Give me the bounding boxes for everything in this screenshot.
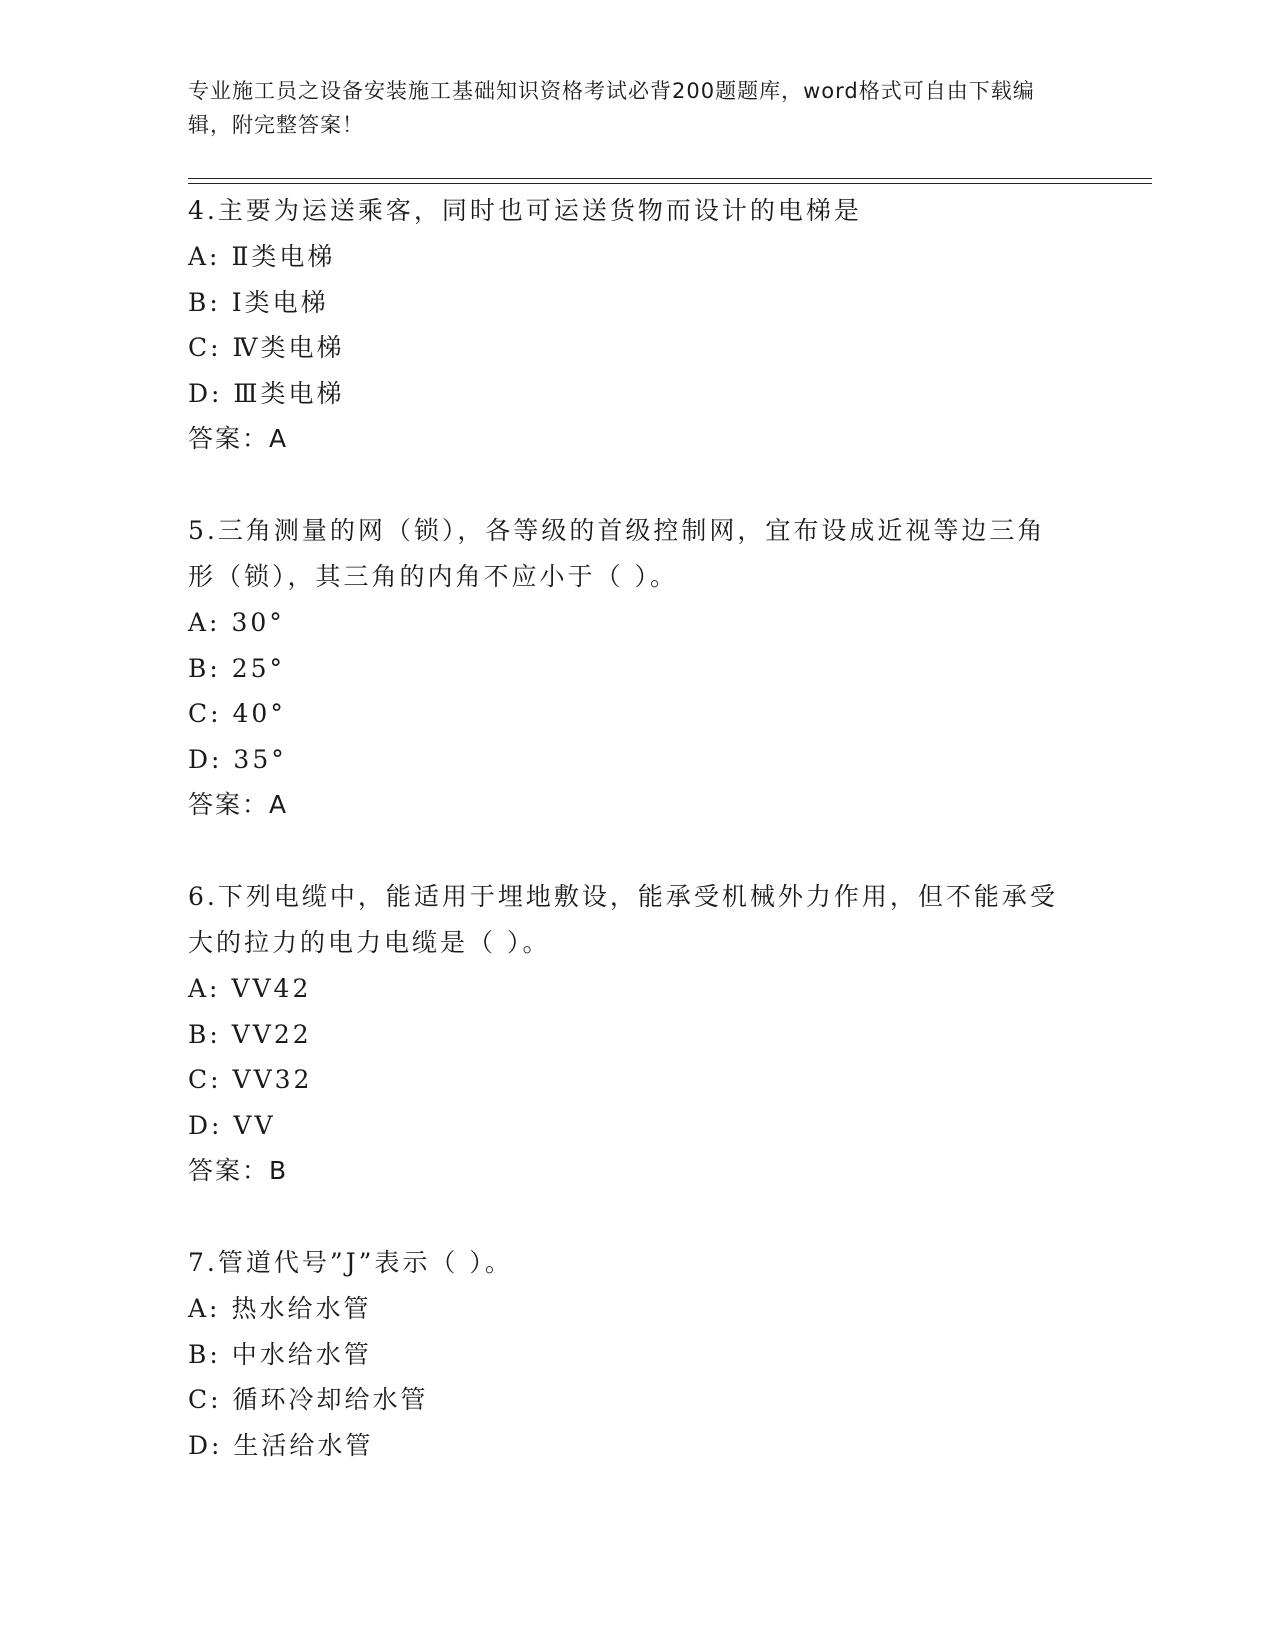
option-key: A: xyxy=(188,242,221,271)
option-d xyxy=(188,371,1068,417)
option-text: VV42 xyxy=(231,974,312,1003)
option-text: Ⅲ类电梯 xyxy=(233,378,345,408)
question-stem: 5.三角测量的网（锁），各等级的首级控制网，宜布设成近视等边三角形（锁），其三角的内角不应小于（ ）。 xyxy=(188,516,1046,591)
option-key: A: xyxy=(188,1294,221,1323)
option-b xyxy=(188,280,1068,326)
option-d xyxy=(188,1423,1068,1469)
option-a xyxy=(188,1286,1068,1332)
option-c xyxy=(188,1377,1068,1423)
header-divider-bottom xyxy=(188,183,1152,184)
question-6 xyxy=(188,874,1068,1194)
option-text: 热水给水管 xyxy=(231,1294,372,1323)
header-divider-top xyxy=(188,178,1152,179)
question-stem: 6.下列电缆中，能适用于埋地敷设，能承受机械外力作用，但不能承受大的拉力的电力电缆是（ ）。 xyxy=(188,882,1058,957)
option-text: Ⅳ类电梯 xyxy=(232,333,345,362)
answer-label: 答案： xyxy=(188,1156,270,1185)
option-b xyxy=(188,1012,1068,1058)
option-key: B: xyxy=(188,287,221,317)
answer-line xyxy=(188,1148,1068,1194)
option-d xyxy=(188,1103,1068,1149)
option-text: 35° xyxy=(233,744,287,774)
option-b xyxy=(188,1332,1068,1378)
option-text: 40° xyxy=(232,699,286,728)
option-key: B: xyxy=(188,1019,221,1049)
option-key: D: xyxy=(188,1430,223,1460)
option-text: 25° xyxy=(231,653,286,683)
option-a xyxy=(188,234,1068,280)
option-key: C: xyxy=(188,699,222,728)
option-key: B: xyxy=(188,1339,221,1369)
option-key: D: xyxy=(188,1110,223,1140)
question-stem: 7.管道代号”J”表示（ ）。 xyxy=(188,1248,513,1277)
option-text: 生活给水管 xyxy=(233,1430,374,1460)
question-list xyxy=(188,188,1068,1514)
option-d xyxy=(188,737,1068,783)
question-7 xyxy=(188,1240,1068,1468)
option-key: A: xyxy=(188,608,221,637)
option-text: VV32 xyxy=(232,1065,313,1094)
option-key: C: xyxy=(188,1385,222,1414)
option-a xyxy=(188,600,1068,646)
option-text: 中水给水管 xyxy=(231,1339,372,1369)
option-key: D: xyxy=(188,744,223,774)
answer-value: A xyxy=(269,424,289,453)
question-stem: 4.主要为运送乘客，同时也可运送货物而设计的电梯是 xyxy=(188,196,862,225)
question-4 xyxy=(188,188,1068,462)
option-text: VV xyxy=(233,1110,276,1140)
option-text: Ⅰ类电梯 xyxy=(231,287,329,317)
option-c xyxy=(188,325,1068,371)
option-text: VV22 xyxy=(231,1019,312,1049)
answer-line xyxy=(188,416,1068,462)
answer-label: 答案： xyxy=(188,424,270,453)
option-key: B: xyxy=(188,653,221,683)
option-key: D: xyxy=(188,378,223,408)
answer-label: 答案： xyxy=(188,790,270,819)
option-text: 30° xyxy=(231,608,285,637)
option-key: A: xyxy=(188,974,221,1003)
option-a xyxy=(188,966,1068,1012)
answer-value: A xyxy=(269,790,289,819)
option-b xyxy=(188,646,1068,692)
option-text: 循环冷却给水管 xyxy=(232,1385,429,1414)
option-text: Ⅱ类电梯 xyxy=(231,242,336,271)
option-key: C: xyxy=(188,333,222,362)
question-5 xyxy=(188,508,1068,828)
answer-value: B xyxy=(269,1156,289,1185)
option-key: C: xyxy=(188,1065,222,1094)
document-intro: 专业施工员之设备安装施工基础知识资格考试必背200题题库，word格式可自由下载编辑，附完整答案！ xyxy=(188,79,1035,137)
answer-line xyxy=(188,782,1068,828)
option-c xyxy=(188,691,1068,737)
option-c xyxy=(188,1057,1068,1103)
